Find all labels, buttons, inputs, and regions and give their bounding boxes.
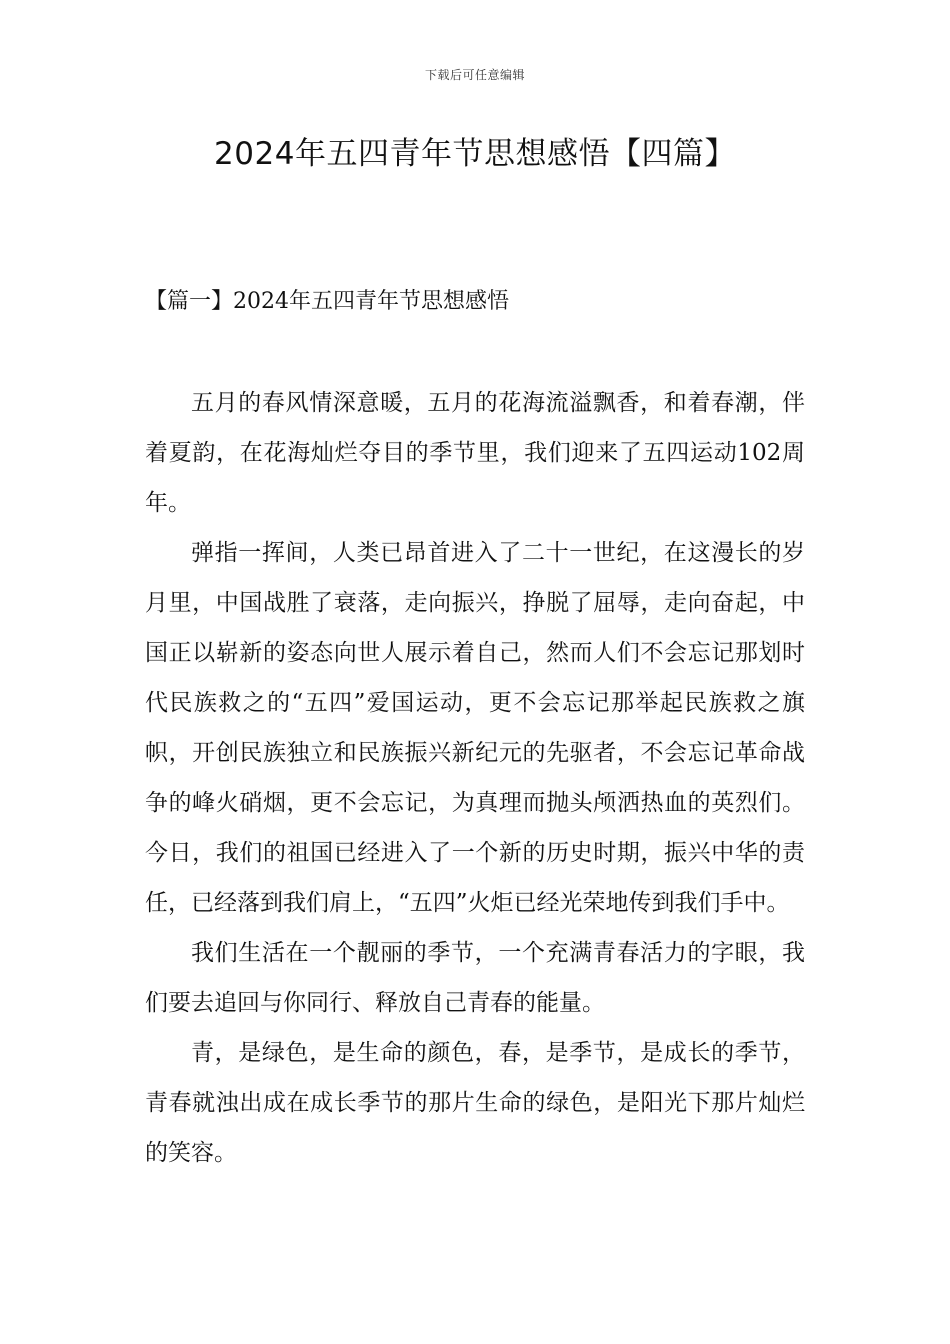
body-text xyxy=(145,378,805,1178)
paragraph: 五月的春风情深意暖，五月的花海流溢飘香，和着春潮，伴着夏韵，在花海灿烂夺目的季节里，我们迎来了五四运动102周年。 xyxy=(145,390,805,516)
paragraph: 我们生活在一个靓丽的季节，一个充满青春活力的字眼，我们要去追回与你同行、释放自己青春的能量。 xyxy=(145,940,805,1016)
paragraph: 青，是绿色，是生命的颜色，春，是季节，是成长的季节，青春就浊出成在成长季节的那片生命的绿色，是阳光下那片灿烂的笑容。 xyxy=(145,1040,805,1166)
document-title: 2024年五四青年节思想感悟【四篇】 xyxy=(214,136,736,172)
section-heading: 【篇一】2024年五四青年节思想感悟 xyxy=(145,289,509,314)
paragraph: 弹指一挥间，人类已昂首进入了二十一世纪，在这漫长的岁月里，中国战胜了衰落，走向振兴，挣脱了屈辱，走向奋起，中国正以崭新的姿态向世人展示着自己，然而人们不会忘记那划时代民族救之的“五四”爱国运动，更不会忘记那举起民族救之旗帜，开创民族独立和民族振兴新纪元的先驱者，不会忘记革命战争的峰火硝烟，更不会忘记，为真理而抛头颅洒热血的英烈们。今日，我们的祖国已经进入了一个新的历史时期，振兴中华的责任，已经落到我们肩上，“五四”火炬已经光荣地传到我们手中。 xyxy=(145,540,805,916)
header-note: 下载后可任意编辑 xyxy=(424,68,525,82)
